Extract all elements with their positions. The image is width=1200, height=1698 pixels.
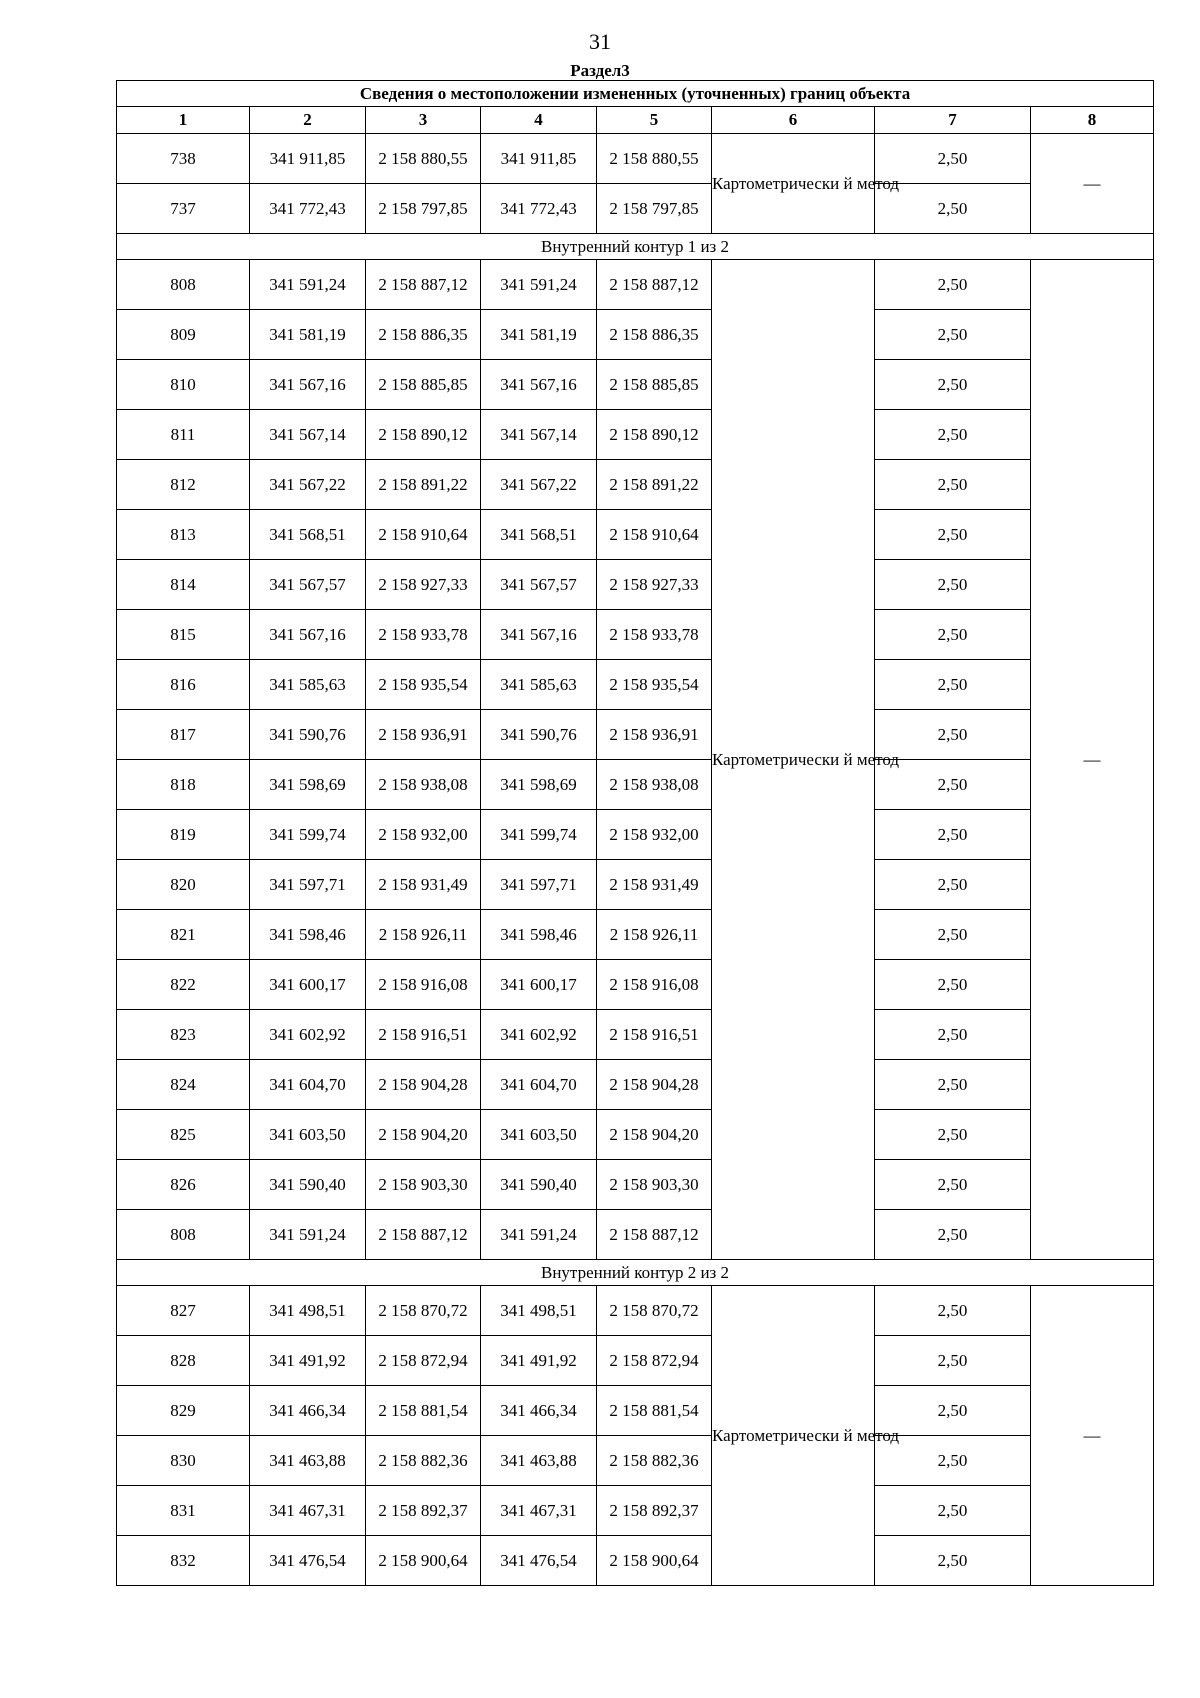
accuracy-cell: 2,50 [875, 710, 1031, 760]
y-existing-cell: 2 158 870,72 [366, 1286, 481, 1336]
accuracy-cell: 2,50 [875, 660, 1031, 710]
note-cell: — [1031, 260, 1154, 1260]
accuracy-cell: 2,50 [875, 1536, 1031, 1586]
column-number: 1 [117, 107, 250, 134]
y-existing-cell: 2 158 916,08 [366, 960, 481, 1010]
y-existing-cell: 2 158 887,12 [366, 1210, 481, 1260]
boundary-coordinates-table [116, 80, 1154, 1586]
point-number-cell: 826 [117, 1160, 250, 1210]
y-existing-cell: 2 158 910,64 [366, 510, 481, 560]
y-refined-cell: 2 158 932,00 [597, 810, 712, 860]
x-existing-cell: 341 590,40 [250, 1160, 366, 1210]
y-refined-cell: 2 158 904,28 [597, 1060, 712, 1110]
x-refined-cell: 341 466,34 [481, 1386, 597, 1436]
y-refined-cell: 2 158 916,08 [597, 960, 712, 1010]
accuracy-cell: 2,50 [875, 1060, 1031, 1110]
point-number-cell: 824 [117, 1060, 250, 1110]
table-row [117, 610, 1154, 660]
y-existing-cell: 2 158 933,78 [366, 610, 481, 660]
method-cell: Картометрически й метод [712, 1286, 875, 1586]
x-refined-cell: 341 591,24 [481, 260, 597, 310]
point-number-cell: 738 [117, 134, 250, 184]
point-number-cell: 825 [117, 1110, 250, 1160]
x-existing-cell: 341 568,51 [250, 510, 366, 560]
point-number-cell: 737 [117, 184, 250, 234]
note-cell: — [1031, 1286, 1154, 1586]
accuracy-cell: 2,50 [875, 910, 1031, 960]
y-refined-cell: 2 158 916,51 [597, 1010, 712, 1060]
accuracy-cell: 2,50 [875, 510, 1031, 560]
table-row [117, 660, 1154, 710]
x-refined-cell: 341 463,88 [481, 1436, 597, 1486]
x-existing-cell: 341 598,69 [250, 760, 366, 810]
x-existing-cell: 341 604,70 [250, 1060, 366, 1110]
x-refined-cell: 341 476,54 [481, 1536, 597, 1586]
table-row [117, 1060, 1154, 1110]
column-number: 3 [366, 107, 481, 134]
y-refined-cell: 2 158 870,72 [597, 1286, 712, 1336]
x-refined-cell: 341 598,69 [481, 760, 597, 810]
point-number-cell: 816 [117, 660, 250, 710]
x-existing-cell: 341 567,57 [250, 560, 366, 610]
table-row [117, 460, 1154, 510]
table-row [117, 1486, 1154, 1536]
accuracy-cell: 2,50 [875, 1336, 1031, 1386]
table-row [117, 1286, 1154, 1336]
point-number-cell: 808 [117, 1210, 250, 1260]
accuracy-cell: 2,50 [875, 184, 1031, 234]
table-row [117, 710, 1154, 760]
x-existing-cell: 341 491,92 [250, 1336, 366, 1386]
y-refined-cell: 2 158 887,12 [597, 260, 712, 310]
accuracy-cell: 2,50 [875, 1486, 1031, 1536]
x-existing-cell: 341 591,24 [250, 260, 366, 310]
y-existing-cell: 2 158 890,12 [366, 410, 481, 460]
y-existing-cell: 2 158 891,22 [366, 460, 481, 510]
table-row [117, 910, 1154, 960]
y-refined-cell: 2 158 933,78 [597, 610, 712, 660]
accuracy-cell: 2,50 [875, 1436, 1031, 1486]
accuracy-cell: 2,50 [875, 1210, 1031, 1260]
y-existing-cell: 2 158 881,54 [366, 1386, 481, 1436]
point-number-cell: 818 [117, 760, 250, 810]
x-existing-cell: 341 602,92 [250, 1010, 366, 1060]
point-number-cell: 828 [117, 1336, 250, 1386]
y-refined-cell: 2 158 938,08 [597, 760, 712, 810]
x-refined-cell: 341 491,92 [481, 1336, 597, 1386]
contour-label: Внутренний контур 1 из 2 [117, 234, 1154, 260]
y-refined-cell: 2 158 931,49 [597, 860, 712, 910]
y-refined-cell: 2 158 882,36 [597, 1436, 712, 1486]
x-refined-cell: 341 567,16 [481, 360, 597, 410]
point-number-cell: 821 [117, 910, 250, 960]
table-row [117, 760, 1154, 810]
y-existing-cell: 2 158 938,08 [366, 760, 481, 810]
x-existing-cell: 341 476,54 [250, 1536, 366, 1586]
y-existing-cell: 2 158 932,00 [366, 810, 481, 860]
table-row [117, 260, 1154, 310]
y-refined-cell: 2 158 880,55 [597, 134, 712, 184]
x-existing-cell: 341 600,17 [250, 960, 366, 1010]
point-number-cell: 811 [117, 410, 250, 460]
table-row [117, 1210, 1154, 1260]
x-refined-cell: 341 567,57 [481, 560, 597, 610]
x-refined-cell: 341 772,43 [481, 184, 597, 234]
method-cell: Картометрически й метод [712, 260, 875, 1260]
accuracy-cell: 2,50 [875, 810, 1031, 860]
x-refined-cell: 341 911,85 [481, 134, 597, 184]
y-existing-cell: 2 158 797,85 [366, 184, 481, 234]
y-existing-cell: 2 158 872,94 [366, 1336, 481, 1386]
accuracy-cell: 2,50 [875, 560, 1031, 610]
x-existing-cell: 341 567,22 [250, 460, 366, 510]
y-existing-cell: 2 158 892,37 [366, 1486, 481, 1536]
accuracy-cell: 2,50 [875, 1286, 1031, 1336]
x-existing-cell: 341 467,31 [250, 1486, 366, 1536]
point-number-cell: 832 [117, 1536, 250, 1586]
accuracy-cell: 2,50 [875, 760, 1031, 810]
x-existing-cell: 341 603,50 [250, 1110, 366, 1160]
accuracy-cell: 2,50 [875, 134, 1031, 184]
accuracy-cell: 2,50 [875, 960, 1031, 1010]
x-existing-cell: 341 463,88 [250, 1436, 366, 1486]
accuracy-cell: 2,50 [875, 310, 1031, 360]
x-refined-cell: 341 567,14 [481, 410, 597, 460]
table-row [117, 184, 1154, 234]
accuracy-cell: 2,50 [875, 860, 1031, 910]
x-existing-cell: 341 567,16 [250, 360, 366, 410]
x-refined-cell: 341 600,17 [481, 960, 597, 1010]
y-refined-cell: 2 158 926,11 [597, 910, 712, 960]
page-number: 31 [589, 29, 611, 54]
y-existing-cell: 2 158 935,54 [366, 660, 481, 710]
contour-label-row [117, 1260, 1154, 1286]
table-title-row [117, 81, 1154, 107]
table-row [117, 410, 1154, 460]
table-body [117, 81, 1154, 1586]
x-existing-cell: 341 585,63 [250, 660, 366, 710]
y-existing-cell: 2 158 927,33 [366, 560, 481, 610]
x-existing-cell: 341 911,85 [250, 134, 366, 184]
column-number: 5 [597, 107, 712, 134]
x-refined-cell: 341 567,16 [481, 610, 597, 660]
y-refined-cell: 2 158 797,85 [597, 184, 712, 234]
x-refined-cell: 341 597,71 [481, 860, 597, 910]
column-number: 6 [712, 107, 875, 134]
x-existing-cell: 341 466,34 [250, 1386, 366, 1436]
table-row [117, 960, 1154, 1010]
x-refined-cell: 341 599,74 [481, 810, 597, 860]
x-refined-cell: 341 498,51 [481, 1286, 597, 1336]
point-number-cell: 830 [117, 1436, 250, 1486]
x-refined-cell: 341 591,24 [481, 1210, 597, 1260]
x-existing-cell: 341 590,76 [250, 710, 366, 760]
contour-label: Внутренний контур 2 из 2 [117, 1260, 1154, 1286]
x-existing-cell: 341 598,46 [250, 910, 366, 960]
table-row [117, 1010, 1154, 1060]
point-number-cell: 831 [117, 1486, 250, 1536]
table-row [117, 560, 1154, 610]
x-existing-cell: 341 597,71 [250, 860, 366, 910]
column-number: 8 [1031, 107, 1154, 134]
y-existing-cell: 2 158 886,35 [366, 310, 481, 360]
x-refined-cell: 341 581,19 [481, 310, 597, 360]
point-number-cell: 812 [117, 460, 250, 510]
accuracy-cell: 2,50 [875, 1110, 1031, 1160]
table-title: Сведения о местоположении измененных (уточненных) границ объекта [117, 81, 1154, 107]
x-existing-cell: 341 498,51 [250, 1286, 366, 1336]
y-refined-cell: 2 158 935,54 [597, 660, 712, 710]
x-existing-cell: 341 591,24 [250, 1210, 366, 1260]
point-number-cell: 817 [117, 710, 250, 760]
accuracy-cell: 2,50 [875, 1160, 1031, 1210]
x-refined-cell: 341 467,31 [481, 1486, 597, 1536]
x-existing-cell: 341 567,16 [250, 610, 366, 660]
table-row [117, 360, 1154, 410]
x-existing-cell: 341 581,19 [250, 310, 366, 360]
y-refined-cell: 2 158 881,54 [597, 1386, 712, 1436]
y-refined-cell: 2 158 900,64 [597, 1536, 712, 1586]
point-number-cell: 829 [117, 1386, 250, 1436]
y-existing-cell: 2 158 936,91 [366, 710, 481, 760]
y-refined-cell: 2 158 892,37 [597, 1486, 712, 1536]
y-existing-cell: 2 158 916,51 [366, 1010, 481, 1060]
y-existing-cell: 2 158 903,30 [366, 1160, 481, 1210]
y-existing-cell: 2 158 926,11 [366, 910, 481, 960]
point-number-cell: 813 [117, 510, 250, 560]
column-number: 7 [875, 107, 1031, 134]
point-number-cell: 808 [117, 260, 250, 310]
section-title: Раздел3 [570, 61, 630, 80]
y-refined-cell: 2 158 927,33 [597, 560, 712, 610]
table-row [117, 810, 1154, 860]
y-refined-cell: 2 158 910,64 [597, 510, 712, 560]
contour-label-row [117, 234, 1154, 260]
point-number-cell: 823 [117, 1010, 250, 1060]
y-existing-cell: 2 158 931,49 [366, 860, 481, 910]
accuracy-cell: 2,50 [875, 260, 1031, 310]
column-number-row [117, 107, 1154, 134]
table-row [117, 510, 1154, 560]
accuracy-cell: 2,50 [875, 360, 1031, 410]
y-existing-cell: 2 158 904,20 [366, 1110, 481, 1160]
point-number-cell: 814 [117, 560, 250, 610]
y-refined-cell: 2 158 885,85 [597, 360, 712, 410]
x-refined-cell: 341 590,40 [481, 1160, 597, 1210]
method-cell: Картометрически й метод [712, 134, 875, 234]
point-number-cell: 810 [117, 360, 250, 410]
x-existing-cell: 341 599,74 [250, 810, 366, 860]
accuracy-cell: 2,50 [875, 1010, 1031, 1060]
y-existing-cell: 2 158 882,36 [366, 1436, 481, 1486]
table-row [117, 1536, 1154, 1586]
table-row [117, 1386, 1154, 1436]
table-row [117, 1336, 1154, 1386]
x-refined-cell: 341 590,76 [481, 710, 597, 760]
point-number-cell: 820 [117, 860, 250, 910]
y-refined-cell: 2 158 903,30 [597, 1160, 712, 1210]
table-row [117, 134, 1154, 184]
table-row [117, 860, 1154, 910]
table-row [117, 310, 1154, 360]
y-refined-cell: 2 158 904,20 [597, 1110, 712, 1160]
accuracy-cell: 2,50 [875, 610, 1031, 660]
y-existing-cell: 2 158 880,55 [366, 134, 481, 184]
y-refined-cell: 2 158 887,12 [597, 1210, 712, 1260]
x-refined-cell: 341 585,63 [481, 660, 597, 710]
x-refined-cell: 341 598,46 [481, 910, 597, 960]
x-refined-cell: 341 603,50 [481, 1110, 597, 1160]
y-existing-cell: 2 158 885,85 [366, 360, 481, 410]
x-existing-cell: 341 772,43 [250, 184, 366, 234]
column-number: 2 [250, 107, 366, 134]
point-number-cell: 809 [117, 310, 250, 360]
accuracy-cell: 2,50 [875, 410, 1031, 460]
x-refined-cell: 341 568,51 [481, 510, 597, 560]
table-row [117, 1436, 1154, 1486]
y-refined-cell: 2 158 872,94 [597, 1336, 712, 1386]
point-number-cell: 827 [117, 1286, 250, 1336]
x-refined-cell: 341 602,92 [481, 1010, 597, 1060]
y-refined-cell: 2 158 936,91 [597, 710, 712, 760]
x-refined-cell: 341 567,22 [481, 460, 597, 510]
y-existing-cell: 2 158 887,12 [366, 260, 481, 310]
y-refined-cell: 2 158 890,12 [597, 410, 712, 460]
y-existing-cell: 2 158 900,64 [366, 1536, 481, 1586]
y-refined-cell: 2 158 886,35 [597, 310, 712, 360]
point-number-cell: 819 [117, 810, 250, 860]
table-row [117, 1110, 1154, 1160]
accuracy-cell: 2,50 [875, 460, 1031, 510]
table-row [117, 1160, 1154, 1210]
accuracy-cell: 2,50 [875, 1386, 1031, 1436]
point-number-cell: 815 [117, 610, 250, 660]
x-existing-cell: 341 567,14 [250, 410, 366, 460]
point-number-cell: 822 [117, 960, 250, 1010]
y-refined-cell: 2 158 891,22 [597, 460, 712, 510]
column-number: 4 [481, 107, 597, 134]
note-cell: — [1031, 134, 1154, 234]
x-refined-cell: 341 604,70 [481, 1060, 597, 1110]
y-existing-cell: 2 158 904,28 [366, 1060, 481, 1110]
